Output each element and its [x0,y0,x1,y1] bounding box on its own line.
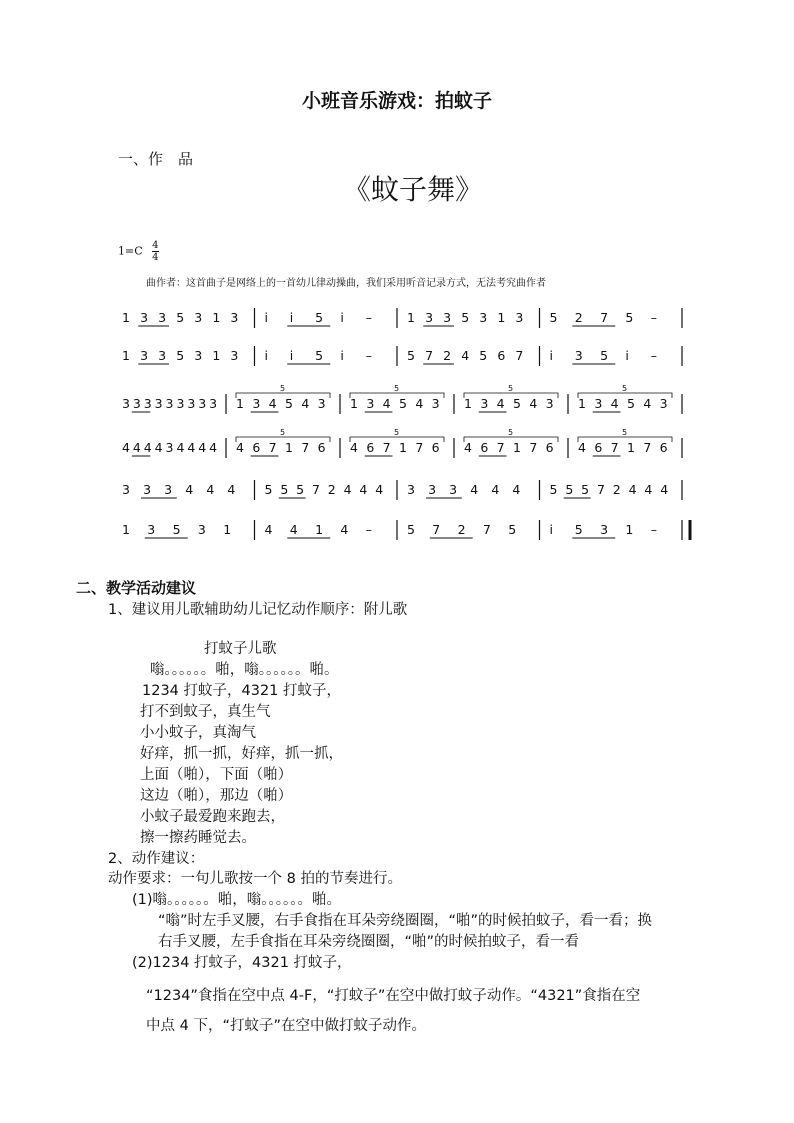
tuplet-number: 5 [622,384,628,393]
note: 6 [659,440,668,455]
note: i [340,348,344,363]
note: 7 [311,482,320,497]
note: 7 [425,348,434,363]
note: 4 [512,482,521,497]
requirement: 动作要求：一句儿歌按一个 8 拍的节奏进行。 [108,871,402,887]
note: 5 [625,310,634,325]
note: 3 [449,482,458,497]
tuplet-bracket [578,437,672,442]
note: 4 [382,396,391,411]
note: 1 [315,522,324,537]
note: 4 [491,482,500,497]
note: 3 [600,522,609,537]
note: 4 [236,440,244,455]
note: i [549,348,553,363]
note: 5 [549,310,558,325]
note: 5 [315,348,324,363]
note: 4 [301,396,310,411]
note: 1 [399,440,407,455]
key-signature [118,240,159,263]
sub-item-2-desc-a: “1234”食指在空中点 4-F，“打蚊子”在空中做打蚊子动作。“4321”食指在空 [146,988,641,1004]
note: 2 [457,522,466,537]
note: 6 [252,440,261,455]
sub-item-2: (2)1234 打蚊子，4321 打蚊子， [132,955,352,971]
note: 1 [350,396,358,411]
note: 1 [122,348,130,363]
note: 7 [382,440,391,455]
note: 5 [627,396,635,411]
note: 7 [496,440,505,455]
rhyme-line: 小小蚊子，真淘气 [140,725,256,741]
rhyme-line: 这边（啪），那边（啪） [140,788,293,804]
note: 3 [252,396,261,411]
note: 5 [264,482,273,497]
note: 2 [327,482,336,497]
note: 3 [165,440,174,455]
sub-item-1: (1)嗡。。。。。。啪，嗡。。。。。。啪。 [132,892,342,908]
note: 7 [610,440,619,455]
rhyme-line: 打不到蚊子，真生气 [140,704,271,720]
note: 4 [227,482,236,497]
page-title: 小班音乐游戏：拍蚊子 [301,90,492,112]
note: – [365,310,372,325]
note: 3 [143,482,152,497]
note: 6 [317,440,326,455]
tuplet-number: 5 [394,384,400,393]
note: 7 [432,522,441,537]
note: – [650,310,657,325]
note: 7 [596,482,605,497]
item-2: 2、动作建议： [108,851,205,867]
note: 4 [206,482,215,497]
note: 4 [154,440,163,455]
note: 1 [497,310,506,325]
note: – [650,348,657,363]
note: 3 [431,396,440,411]
note: 3 [515,310,524,325]
key-label: 1=C [118,244,143,258]
note: 7 [301,440,310,455]
note: 5 [461,310,470,325]
note: 7 [600,310,609,325]
note: i [289,348,294,363]
tuplet-number: 5 [280,384,286,393]
note: 3 [659,396,668,411]
tuplet-number: 5 [622,428,628,437]
note: 4 [610,396,619,411]
note: 5 [513,396,521,411]
note: 4 [415,396,424,411]
song-title: 《蚊子舞》 [342,173,483,206]
note: 3 [197,522,206,537]
note: 3 [545,396,554,411]
note: 4 [185,482,194,497]
note: 7 [415,440,424,455]
note: 5 [172,522,181,537]
rhyme-line: 好痒，抓一抓，好痒，抓一抓， [140,746,343,762]
note: 4 [643,396,652,411]
note: 3 [209,396,218,411]
note: – [365,348,372,363]
note: 6 [431,440,440,455]
note: 1 [625,522,634,537]
note: 6 [497,348,506,363]
note: 3 [230,310,239,325]
note: 3 [230,348,239,363]
rhyme-line: 擦一擦药睡觉去。 [140,830,256,846]
note: 5 [315,310,324,325]
note: 1 [513,440,521,455]
rhyme-line: 嗡。。。。。。啪，嗡。。。。。。啪。 [150,662,339,678]
note: 6 [480,440,489,455]
note: 4 [198,440,207,455]
sub-item-1-desc-a: “嗡”时左手叉腰，右手食指在耳朵旁绕圈圈，“啪”的时候拍蚊子，看一看；换 [158,913,653,929]
note: 3 [122,482,130,497]
note: 3 [143,396,152,411]
note: 2 [574,310,583,325]
note: 4 [628,482,637,497]
note: 5 [399,396,407,411]
note: 3 [425,310,434,325]
note: 3 [194,348,203,363]
note: 5 [581,482,590,497]
note: 4 [176,440,185,455]
note: 7 [515,348,524,363]
note: 7 [529,440,538,455]
note: – [650,522,657,537]
note: 3 [176,396,185,411]
rhyme-line: 1234 打蚊子，4321 打蚊子， [142,683,342,699]
note: 1 [578,396,586,411]
note: 5 [176,348,185,363]
note: 3 [594,396,603,411]
sub-item-1-desc-b: 右手叉腰，左手食指在耳朵旁绕圈圈，“啪”的时候拍蚊子，看一看 [158,934,580,950]
note: 3 [122,396,130,411]
note: i [264,310,268,325]
note: 6 [594,440,603,455]
note: 1 [122,310,130,325]
note: 6 [366,440,375,455]
composer-credit: 曲作者：这首曲子是网络上的一首幼儿律动操曲，我们采用听音记录方式，无法考究曲作者 [146,278,546,289]
note: 3 [187,396,196,411]
note: 4 [143,440,152,455]
note: 3 [132,396,141,411]
tuplet-number: 5 [508,384,514,393]
note: 5 [296,482,305,497]
note: i [340,310,344,325]
note: 3 [428,482,437,497]
note: 7 [643,440,652,455]
time-bottom: 4 [152,252,159,263]
note: 4 [461,348,470,363]
note: 4 [187,440,196,455]
tuplet-number: 5 [394,428,400,437]
note: 4 [340,522,349,537]
note: 7 [482,522,491,537]
note: 4 [268,396,277,411]
note: 4 [375,482,384,497]
note: 3 [140,348,149,363]
score-image [106,128,720,568]
note: 4 [470,482,479,497]
note: 5 [574,522,583,537]
note: 5 [285,396,293,411]
note: 3 [154,396,163,411]
tuplet-bracket [464,437,558,442]
note: 5 [407,348,415,363]
note: 5 [549,482,558,497]
note: 4 [464,440,472,455]
note: 5 [565,482,574,497]
note: 4 [496,396,505,411]
note: 4 [289,522,298,537]
note: 1 [212,310,221,325]
note: – [365,522,372,537]
note: 3 [198,396,207,411]
note: 4 [350,440,358,455]
note: 4 [660,482,669,497]
note: 4 [359,482,368,497]
note: i [625,348,629,363]
note: 3 [194,310,203,325]
note: 3 [317,396,326,411]
tuplet-bracket [350,437,444,442]
note: 4 [132,440,141,455]
tuplet-bracket [236,437,330,442]
note: 4 [264,522,273,537]
note: 3 [164,482,173,497]
note: 3 [479,310,488,325]
rhyme-line: 上面（啪），下面（啪） [140,767,293,783]
tuplet-bracket [350,393,444,398]
note: 5 [280,482,289,497]
note: 4 [644,482,653,497]
note: i [264,348,268,363]
note: 7 [268,440,277,455]
tuplet-bracket [578,393,672,398]
note: 5 [508,522,517,537]
note: 3 [158,348,167,363]
note: 3 [443,310,452,325]
note: 3 [574,348,583,363]
note: 3 [407,482,415,497]
note: 1 [407,310,415,325]
section-heading: 二、教学活动建议 [76,579,197,597]
note: 4 [578,440,586,455]
note: 5 [176,310,185,325]
note: 3 [140,310,149,325]
note: 5 [407,522,415,537]
note: i [549,522,553,537]
note: 1 [236,396,244,411]
note: i [289,310,294,325]
note: 3 [480,396,489,411]
note: 2 [612,482,621,497]
tuplet-bracket [236,393,330,398]
note: 1 [464,396,472,411]
tuplet-number: 5 [508,428,514,437]
time-top: 4 [152,240,159,251]
note: 3 [147,522,156,537]
note: 1 [627,440,635,455]
note: 3 [165,396,174,411]
note: 4 [122,440,130,455]
note: 1 [285,440,293,455]
tuplet-bracket [464,393,558,398]
note: 6 [545,440,554,455]
note: 1 [212,348,221,363]
sub-item-2-desc-b: 中点 4 下，“打蚊子”在空中做打蚊子动作。 [146,1018,426,1034]
score-section-label: 一、作 品 [118,150,194,168]
note: 1 [223,522,232,537]
note: 4 [529,396,538,411]
note: 1 [122,522,130,537]
note: 3 [366,396,375,411]
item-1: 1、建议用儿歌辅助幼儿记忆动作顺序：附儿歌 [108,602,408,618]
note: 2 [443,348,452,363]
note: 4 [343,482,352,497]
rhyme-line: 小蚊子最爱跑来跑去， [140,809,285,825]
note: 5 [479,348,488,363]
tuplet-number: 5 [280,428,286,437]
note: 3 [158,310,167,325]
note: 5 [600,348,609,363]
rhyme-title: 打蚊子儿歌 [204,641,277,657]
note: 4 [209,440,218,455]
